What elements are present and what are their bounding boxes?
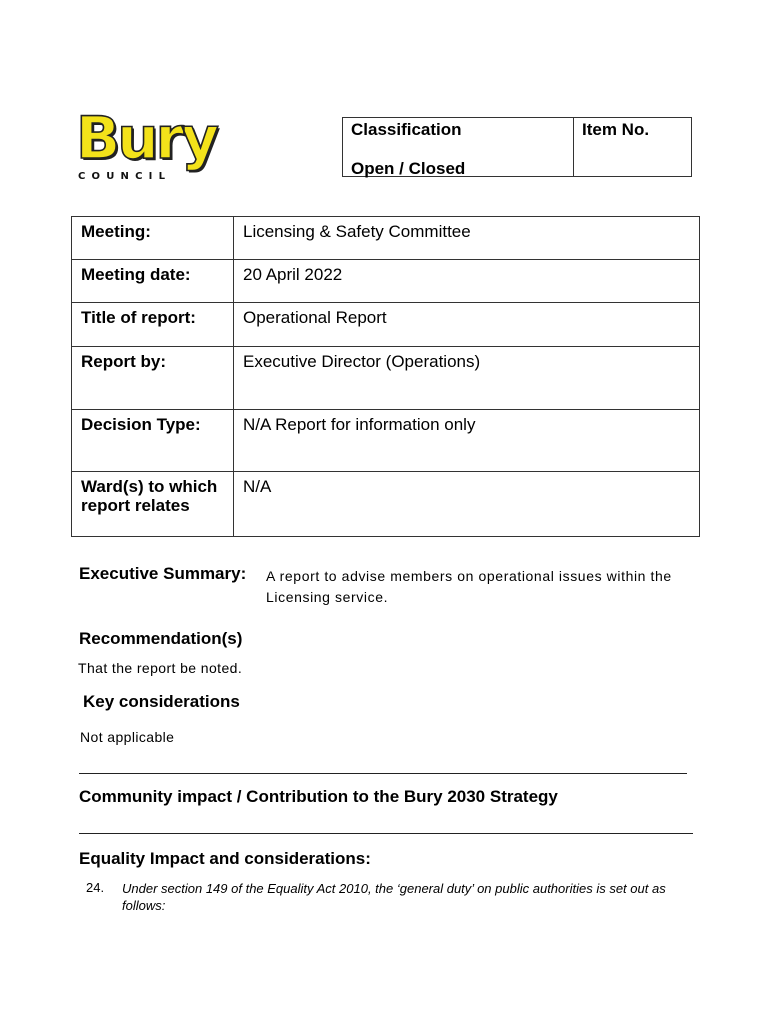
row-label-title: Title of report: <box>72 303 234 347</box>
row-label-meeting: Meeting: <box>72 217 234 260</box>
row-label-report-by: Report by: <box>72 347 234 410</box>
equality-heading: Equality Impact and considerations: <box>79 849 371 868</box>
key-considerations-heading: Key considerations <box>83 692 240 711</box>
executive-summary-heading: Executive Summary: <box>79 564 247 583</box>
row-label-meeting-date: Meeting date: <box>72 260 234 303</box>
row-value-meeting: Licensing & Safety Committee <box>234 217 700 260</box>
recommendations-text: That the report be noted. <box>78 660 243 676</box>
table-row <box>72 410 700 472</box>
row-value-title: Operational Report <box>234 303 700 347</box>
paragraph-number: 24. <box>86 880 105 895</box>
row-value-report-by: Executive Director (Operations) <box>234 347 700 410</box>
recommendations-heading: Recommendation(s) <box>79 629 243 648</box>
table-row <box>72 472 700 537</box>
table-row <box>72 260 700 303</box>
logo-council-text: COUNCIL <box>78 171 172 182</box>
row-value-meeting-date: 20 April 2022 <box>234 260 700 303</box>
classification-cell <box>343 118 574 176</box>
row-label-wards: Ward(s) to which report relates <box>72 472 234 537</box>
table-row <box>72 217 700 260</box>
classification-box <box>342 117 692 177</box>
divider-line <box>79 833 693 834</box>
row-value-decision-type: N/A Report for information only <box>234 410 700 472</box>
classification-label: Classification <box>351 120 462 139</box>
classification-value: Open / Closed <box>351 159 466 178</box>
community-impact-heading: Community impact / Contribution to the Bury 2030 Strategy <box>79 787 558 806</box>
bury-council-logo <box>76 104 216 183</box>
row-value-wards: N/A <box>234 472 700 537</box>
divider-line <box>79 773 687 774</box>
report-info-table <box>71 216 700 537</box>
key-considerations-text: Not applicable <box>80 729 175 745</box>
item-no-cell <box>574 118 691 176</box>
item-no-label: Item No. <box>582 120 650 139</box>
logo-wordmark: Bury <box>76 104 216 172</box>
table-row <box>72 347 700 410</box>
table-row <box>72 303 700 347</box>
executive-summary-text: A report to advise members on operational issues within the Licensing service. <box>266 568 672 605</box>
equality-paragraph: Under section 149 of the Equality Act 2010, the ‘general duty’ on public authorities is set out as follows: <box>122 881 666 913</box>
row-label-decision-type: Decision Type: <box>72 410 234 472</box>
